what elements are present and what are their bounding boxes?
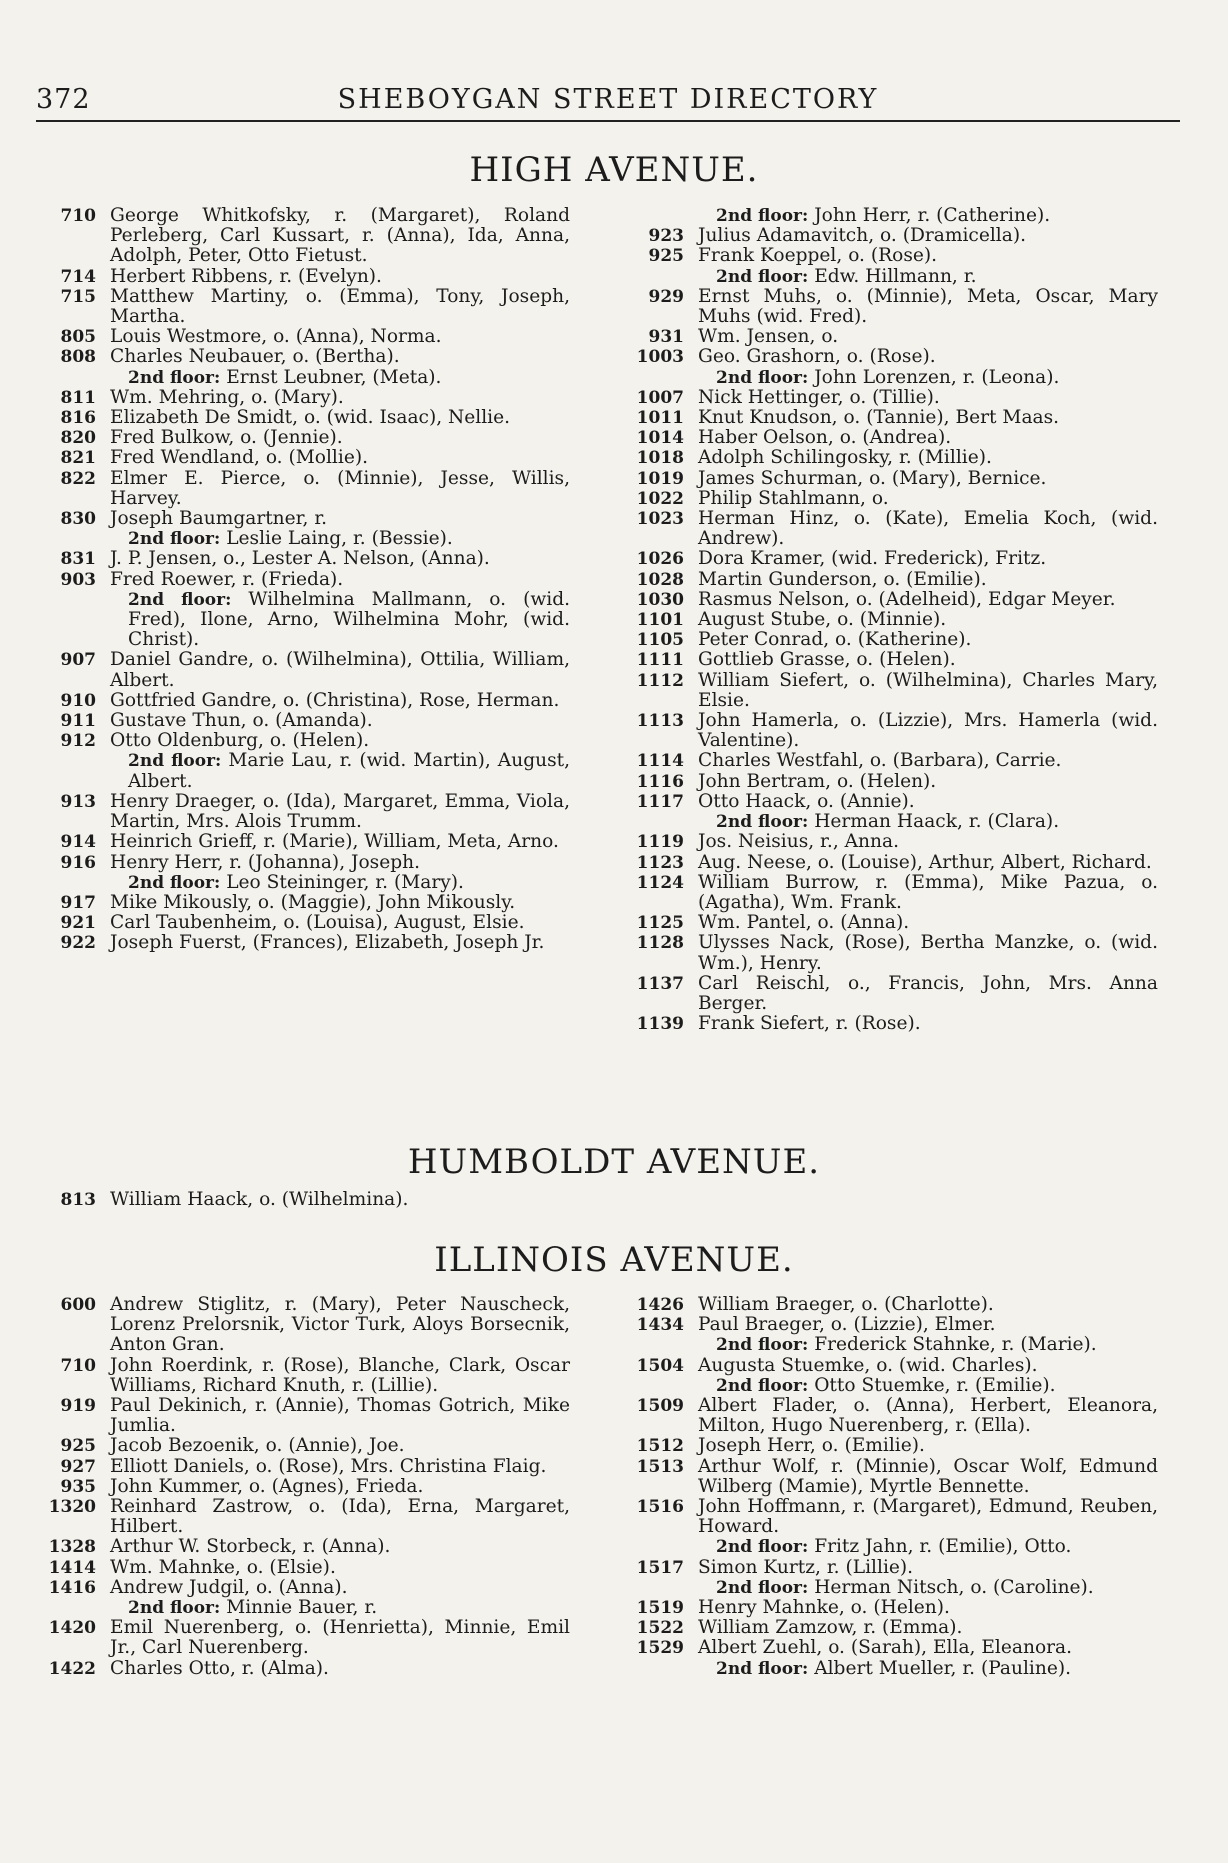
house-number: 922 — [60, 933, 96, 954]
house-number: 914 — [60, 832, 96, 853]
directory-entry — [36, 388, 570, 408]
directory-entry — [624, 1457, 1158, 1497]
second-floor-line — [110, 751, 570, 791]
directory-entry — [624, 630, 1158, 650]
resident-names: John Roerdink, r. (Rose), Blanche, Clark, Oscar Williams, Richard Knuth, r. (Lillie). — [110, 1354, 570, 1396]
house-number: 1112 — [636, 670, 684, 691]
directory-entry — [36, 206, 570, 267]
house-number: 710 — [60, 1355, 96, 1376]
resident-names: Herbert Ribbens, r. (Evelyn). — [110, 265, 382, 287]
floor-residents: Otto Stuemke, r. (Emilie). — [814, 1374, 1056, 1396]
directory-entry — [624, 388, 1158, 408]
resident-names: Frank Koeppel, o. (Rose). — [698, 245, 938, 267]
house-number: 1516 — [636, 1497, 684, 1518]
house-number: 1007 — [636, 387, 684, 408]
resident-names: William Zamzow, r. (Emma). — [698, 1617, 963, 1639]
directory-entry — [624, 610, 1158, 630]
resident-names: Fred Wendland, o. (Mollie). — [110, 447, 368, 469]
directory-entry — [624, 206, 1158, 226]
resident-names: Arthur W. Storbeck, r. (Anna). — [110, 1536, 391, 1558]
illinois-avenue-right-column — [624, 1295, 1158, 1679]
floor-residents: Albert Mueller, r. (Pauline). — [814, 1657, 1072, 1679]
directory-entry — [36, 933, 570, 953]
directory-entry — [624, 549, 1158, 569]
house-number: 911 — [60, 711, 96, 732]
house-number: 1011 — [636, 408, 684, 429]
resident-names: Heinrich Grieff, r. (Marie), William, Meta, Arno. — [110, 831, 559, 853]
house-number: 1116 — [636, 771, 684, 792]
resident-names: Martin Gunderson, o. (Emilie). — [698, 568, 987, 590]
resident-names: John Kummer, o. (Agnes), Frieda. — [110, 1475, 424, 1497]
house-number: 805 — [60, 327, 96, 348]
high-avenue-right-column — [624, 206, 1158, 1034]
resident-names: Augusta Stuemke, o. (wid. Charles). — [698, 1354, 1038, 1376]
directory-entry — [624, 448, 1158, 468]
directory-entry — [624, 509, 1158, 549]
house-number: 1026 — [636, 549, 684, 570]
resident-names: Daniel Gandre, o. (Wilhelmina), Ottilia, William, Albert. — [110, 649, 570, 691]
floor-label: 2nd floor: — [716, 367, 809, 388]
resident-names: James Schurman, o. (Mary), Bernice. — [698, 467, 1047, 489]
house-number: 1105 — [636, 630, 684, 651]
resident-names: John Hamerla, o. (Lizzie), Mrs. Hamerla (wid. Valentine). — [698, 710, 1158, 752]
second-floor-line — [110, 1598, 570, 1618]
directory-entry — [624, 1638, 1158, 1678]
directory-entry — [36, 1618, 570, 1658]
directory-entry — [624, 933, 1158, 973]
house-number: 935 — [60, 1476, 96, 1497]
directory-entry — [624, 1618, 1158, 1638]
house-number: 1320 — [48, 1497, 96, 1518]
floor-label: 2nd floor: — [716, 812, 809, 833]
floor-label: 2nd floor: — [716, 1537, 809, 1558]
house-number: 816 — [60, 408, 96, 429]
directory-entry — [36, 913, 570, 933]
resident-names: Otto Haack, o. (Annie). — [698, 790, 915, 812]
directory-entry — [624, 913, 1158, 933]
house-number: 925 — [648, 246, 684, 267]
directory-entry — [36, 408, 570, 428]
house-number: 1512 — [636, 1436, 684, 1457]
floor-residents: Marie Lau, r. (wid. Martin), August, Albert. — [128, 750, 570, 792]
second-floor-line — [110, 529, 570, 549]
house-number: 1128 — [636, 933, 684, 954]
resident-names: William Burrow, r. (Emma), Mike Pazua, o. (Agatha), Wm. Frank. — [698, 871, 1158, 913]
house-number: 1101 — [636, 610, 684, 631]
section-heading-humboldt-avenue: HUMBOLDT AVENUE. — [407, 1142, 821, 1182]
resident-names: J. P. Jensen, o., Lester A. Nelson, (Anna). — [110, 548, 490, 570]
directory-entry — [36, 893, 570, 913]
resident-names: Aug. Neese, o. (Louise), Arthur, Albert, Richard. — [698, 851, 1152, 873]
second-floor-line — [698, 1376, 1158, 1396]
house-number: 917 — [60, 892, 96, 913]
directory-entry — [36, 1356, 570, 1396]
directory-entry — [36, 853, 570, 893]
directory-entry — [36, 347, 570, 387]
resident-names: Frank Siefert, r. (Rose). — [698, 1013, 921, 1035]
house-number: 813 — [60, 1190, 96, 1210]
house-number: 1522 — [636, 1618, 684, 1639]
resident-names: Elizabeth De Smidt, o. (wid. Isaac), Nellie. — [110, 407, 511, 429]
floor-residents: Leo Steininger, r. (Mary). — [226, 871, 464, 893]
directory-entry — [624, 226, 1158, 246]
floor-label: 2nd floor: — [716, 206, 809, 226]
resident-names: August Stube, o. (Minnie). — [698, 609, 947, 631]
house-number: 1123 — [636, 852, 684, 873]
directory-entry — [36, 731, 570, 792]
floor-label: 2nd floor: — [128, 751, 222, 772]
floor-label: 2nd floor: — [716, 1335, 809, 1356]
house-number: 715 — [60, 286, 96, 307]
floor-residents: Ernst Leubner, (Meta). — [226, 366, 442, 388]
resident-names: Wm. Pantel, o. (Anna). — [698, 912, 910, 934]
house-number: 1137 — [636, 973, 684, 994]
directory-entry — [36, 448, 570, 468]
directory-entry — [624, 650, 1158, 670]
second-floor-line — [698, 1578, 1158, 1598]
directory-entry — [36, 792, 570, 832]
resident-names: Dora Kramer, (wid. Frederick), Fritz. — [698, 548, 1047, 570]
house-number: 1434 — [636, 1315, 684, 1336]
directory-entry — [624, 570, 1158, 590]
house-number: 1019 — [636, 468, 684, 489]
directory-entry — [36, 469, 570, 509]
house-number: 1028 — [636, 569, 684, 590]
resident-names: Herman Hinz, o. (Kate), Emelia Koch, (wid. Andrew). — [698, 508, 1158, 550]
second-floor-line — [698, 206, 1158, 226]
floor-label: 2nd floor: — [128, 529, 221, 550]
directory-entry — [624, 1295, 1158, 1315]
directory-entry — [624, 408, 1158, 428]
house-number: 1504 — [636, 1355, 684, 1376]
directory-entry — [624, 327, 1158, 347]
house-number: 600 — [60, 1295, 96, 1315]
resident-names: Paul Dekinich, r. (Annie), Thomas Gotrich, Mike Jumlia. — [110, 1395, 570, 1437]
resident-names: Julius Adamavitch, o. (Dramicella). — [698, 225, 1026, 247]
resident-names: Charles Neubauer, o. (Bertha). — [110, 346, 400, 368]
second-floor-line — [698, 1335, 1158, 1355]
resident-names: Rasmus Nelson, o. (Adelheid), Edgar Meyer. — [698, 588, 1116, 610]
resident-names: Joseph Herr, o. (Emilie). — [698, 1435, 925, 1457]
house-number: 1124 — [636, 872, 684, 893]
resident-names: Philip Stahlmann, o. — [698, 487, 889, 509]
floor-label: 2nd floor: — [128, 872, 221, 893]
resident-names: Henry Mahnke, o. (Helen). — [698, 1597, 950, 1619]
resident-names: Gustave Thun, o. (Amanda). — [110, 710, 373, 732]
resident-names: Louis Westmore, o. (Anna), Norma. — [110, 326, 442, 348]
directory-entry — [36, 1190, 570, 1210]
resident-names: Ernst Muhs, o. (Minnie), Meta, Oscar, Mary Muhs (wid. Fred). — [698, 285, 1158, 328]
floor-residents: Fritz Jahn, r. (Emilie), Otto. — [814, 1536, 1072, 1558]
resident-names: Joseph Baumgartner, r. — [110, 508, 328, 530]
house-number: 1426 — [636, 1295, 684, 1315]
resident-names: Paul Braeger, o. (Lizzie), Elmer. — [698, 1314, 996, 1336]
directory-entry — [624, 1315, 1158, 1355]
second-floor-line — [698, 1659, 1158, 1679]
resident-names: Albert Zuehl, o. (Sarah), Ella, Eleanora. — [698, 1637, 1073, 1659]
floor-label: 2nd floor: — [128, 1598, 221, 1619]
directory-entry — [624, 469, 1158, 489]
house-number: 1513 — [636, 1456, 684, 1477]
directory-entry — [624, 428, 1158, 448]
house-number: 919 — [60, 1396, 96, 1417]
resident-names: Gottfried Gandre, o. (Christina), Rose, Herman. — [110, 689, 560, 711]
directory-entry — [36, 1659, 570, 1679]
house-number: 912 — [60, 731, 96, 752]
house-number: 1328 — [48, 1537, 96, 1558]
book-title: SHEBOYGAN STREET DIRECTORY — [337, 84, 879, 115]
resident-names: Arthur Wolf, r. (Minnie), Oscar Wolf, Edmund Wilberg (Mamie), Myrtle Bennette. — [698, 1455, 1158, 1497]
house-number: 822 — [60, 468, 96, 489]
directory-entry — [624, 832, 1158, 852]
directory-entry — [36, 1558, 570, 1578]
resident-names: Emil Nuerenberg, o. (Henrietta), Minnie, Emil Jr., Carl Nuerenberg. — [110, 1617, 570, 1659]
house-number: 1113 — [636, 711, 684, 732]
house-number: 925 — [60, 1436, 96, 1457]
floor-label: 2nd floor: — [716, 1375, 809, 1396]
resident-names: Simon Kurtz, r. (Lillie). — [698, 1556, 914, 1578]
floor-label: 2nd floor: — [716, 1658, 809, 1679]
house-number: 910 — [60, 690, 96, 711]
resident-names: Fred Bulkow, o. (Jennie). — [110, 427, 343, 449]
page-number: 372 — [36, 84, 91, 115]
house-number: 923 — [648, 226, 684, 247]
resident-names: Elmer E. Pierce, o. (Minnie), Jesse, Willis, Harvey. — [110, 467, 570, 509]
directory-entry — [624, 751, 1158, 771]
directory-entry — [624, 1598, 1158, 1618]
directory-entry — [624, 792, 1158, 832]
directory-entry — [624, 1014, 1158, 1034]
house-number: 1111 — [636, 650, 684, 671]
resident-names: George Whitkofsky, r. (Margaret), Roland Perleberg, Carl Kussart, r. (Anna), Ida, Anna, Adolph, Peter, Otto Fietust. — [110, 205, 570, 267]
house-number: 830 — [60, 509, 96, 530]
resident-names: Wm. Jensen, o. — [698, 326, 839, 348]
directory-entry — [624, 772, 1158, 792]
section-heading-high-avenue: HIGH AVENUE. — [469, 150, 759, 190]
second-floor-line — [698, 368, 1158, 388]
resident-names: Adolph Schilingosky, r. (Millie). — [698, 447, 992, 469]
directory-entry — [624, 1356, 1158, 1396]
house-number: 821 — [60, 448, 96, 469]
resident-names: Henry Draeger, o. (Ida), Margaret, Emma, Viola, Martin, Mrs. Alois Trumm. — [110, 790, 570, 833]
second-floor-line — [110, 590, 570, 651]
resident-names: William Braeger, o. (Charlotte). — [698, 1294, 994, 1315]
house-number: 913 — [60, 791, 96, 812]
floor-residents: Minnie Bauer, r. — [226, 1597, 378, 1619]
house-number: 916 — [60, 852, 96, 873]
resident-names: Charles Westfahl, o. (Barbara), Carrie. — [698, 750, 1062, 772]
directory-entry — [36, 1396, 570, 1436]
house-number: 1519 — [636, 1598, 684, 1619]
house-number: 820 — [60, 428, 96, 449]
directory-entry — [36, 327, 570, 347]
resident-names: Andrew Stiglitz, r. (Mary), Peter Nauscheck, Lorenz Prelorsnik, Victor Turk, Aloys Borsecnik, Anton Gran. — [110, 1294, 570, 1356]
second-floor-line — [698, 1537, 1158, 1557]
floor-residents: John Herr, r. (Catherine). — [814, 205, 1051, 226]
resident-names: Mike Mikously, o. (Maggie), John Mikously. — [110, 891, 516, 913]
house-number: 1117 — [636, 791, 684, 812]
floor-label: 2nd floor: — [716, 1577, 809, 1598]
resident-names: Gottlieb Grasse, o. (Helen). — [698, 649, 956, 671]
humboldt-avenue-column — [36, 1190, 570, 1210]
directory-entry — [624, 590, 1158, 610]
directory-entry — [624, 246, 1158, 286]
directory-entry — [36, 549, 570, 569]
resident-names: Jacob Bezoenik, o. (Annie), Joe. — [110, 1435, 405, 1457]
resident-names: William Siefert, o. (Wilhelmina), Charles Mary, Elsie. — [698, 669, 1158, 711]
house-number: 1030 — [636, 589, 684, 610]
resident-names: Geo. Grashorn, o. (Rose). — [698, 346, 936, 368]
resident-names: Elliott Daniels, o. (Rose), Mrs. Christina Flaig. — [110, 1455, 547, 1477]
house-number: 1018 — [636, 448, 684, 469]
house-number: 811 — [60, 387, 96, 408]
house-number: 1114 — [636, 751, 684, 772]
resident-names: Knut Knudson, o. (Tannie), Bert Maas. — [698, 407, 1060, 429]
resident-names: Charles Otto, r. (Alma). — [110, 1657, 329, 1679]
directory-entry — [36, 1537, 570, 1557]
directory-entry — [36, 1477, 570, 1497]
resident-names: Ulysses Nack, (Rose), Bertha Manzke, o. (wid. Wm.), Henry. — [698, 932, 1158, 974]
resident-names: Albert Flader, o. (Anna), Herbert, Eleanora, Milton, Hugo Nuerenberg, r. (Ella). — [698, 1395, 1158, 1437]
floor-label: 2nd floor: — [128, 589, 232, 610]
resident-names: Joseph Fuerst, (Frances), Elizabeth, Joseph Jr. — [110, 932, 545, 954]
floor-residents: Wilhelmina Mallmann, o. (wid. Fred), Ilone, Arno, Wilhelmina Mohr, (wid. Christ). — [128, 588, 571, 651]
house-number: 903 — [60, 569, 96, 590]
resident-names: John Hoffmann, r. (Margaret), Edmund, Reuben, Howard. — [698, 1496, 1158, 1538]
directory-entry — [624, 853, 1158, 873]
directory-entry — [624, 489, 1158, 509]
house-number: 907 — [60, 650, 96, 671]
floor-residents: Edw. Hillmann, r. — [814, 265, 977, 287]
directory-entry — [36, 267, 570, 287]
directory-entry — [36, 1578, 570, 1618]
resident-names: John Bertram, o. (Helen). — [698, 770, 937, 792]
second-floor-line — [698, 812, 1158, 832]
directory-entry — [36, 428, 570, 448]
house-number: 929 — [648, 286, 684, 307]
running-head — [36, 84, 1180, 122]
house-number: 1414 — [48, 1557, 96, 1578]
directory-entry — [36, 691, 570, 711]
resident-names: Carl Taubenheim, o. (Louisa), August, Elsie. — [110, 912, 525, 934]
resident-names: Jos. Neisius, r., Anna. — [698, 831, 900, 853]
directory-entry — [624, 1497, 1158, 1558]
house-number: 1139 — [636, 1014, 684, 1035]
resident-names: Wm. Mahnke, o. (Elsie). — [110, 1556, 336, 1578]
second-floor-line — [110, 873, 570, 893]
second-floor-line — [110, 368, 570, 388]
resident-names: Wm. Mehring, o. (Mary). — [110, 386, 344, 408]
house-number: 831 — [60, 549, 96, 570]
resident-names: Fred Roewer, r. (Frieda). — [110, 568, 344, 590]
second-floor-line — [698, 267, 1158, 287]
directory-entry — [624, 287, 1158, 327]
directory-entry — [624, 974, 1158, 1014]
directory-entry — [36, 1457, 570, 1477]
floor-residents: John Lorenzen, r. (Leona). — [814, 366, 1060, 388]
house-number: 1014 — [636, 428, 684, 449]
directory-entry — [36, 711, 570, 731]
house-number: 1119 — [636, 832, 684, 853]
directory-entry — [624, 1436, 1158, 1456]
directory-entry — [624, 1558, 1158, 1598]
resident-names: William Haack, o. (Wilhelmina). — [110, 1189, 409, 1210]
directory-entry — [36, 1497, 570, 1537]
resident-names: Reinhard Zastrow, o. (Ida), Erna, Margaret, Hilbert. — [110, 1496, 570, 1538]
resident-names: Haber Oelson, o. (Andrea). — [698, 427, 952, 449]
directory-entry — [624, 711, 1158, 751]
house-number: 710 — [60, 206, 96, 226]
floor-residents: Herman Nitsch, o. (Caroline). — [814, 1576, 1094, 1598]
house-number: 1023 — [636, 509, 684, 530]
house-number: 931 — [648, 327, 684, 348]
directory-entry — [36, 570, 570, 651]
house-number: 1125 — [636, 913, 684, 934]
resident-names: Peter Conrad, o. (Katherine). — [698, 629, 972, 651]
directory-entry — [36, 832, 570, 852]
house-number: 1517 — [636, 1557, 684, 1578]
directory-entry — [624, 347, 1158, 387]
floor-residents: Herman Haack, r. (Clara). — [814, 811, 1060, 833]
directory-entry — [36, 509, 570, 549]
illinois-avenue-left-column — [36, 1295, 570, 1679]
floor-residents: Frederick Stahnke, r. (Marie). — [814, 1334, 1097, 1356]
house-number: 1003 — [636, 347, 684, 368]
house-number: 1420 — [48, 1618, 96, 1639]
high-avenue-left-column — [36, 206, 570, 954]
house-number: 1416 — [48, 1577, 96, 1598]
resident-names: Henry Herr, r. (Johanna), Joseph. — [110, 851, 420, 873]
directory-entry — [36, 1295, 570, 1356]
house-number: 1509 — [636, 1396, 684, 1417]
floor-label: 2nd floor: — [128, 367, 221, 388]
directory-entry — [36, 650, 570, 690]
house-number: 1422 — [48, 1658, 96, 1679]
house-number: 1529 — [636, 1638, 684, 1659]
house-number: 927 — [60, 1456, 96, 1477]
house-number: 808 — [60, 347, 96, 368]
resident-names: Otto Oldenburg, o. (Helen). — [110, 730, 370, 752]
house-number: 714 — [60, 266, 96, 287]
directory-entry — [36, 1436, 570, 1456]
resident-names: Carl Reischl, o., Francis, John, Mrs. Anna Berger. — [698, 972, 1158, 1014]
resident-names: Matthew Martiny, o. (Emma), Tony, Joseph, Martha. — [110, 285, 570, 328]
house-number: 1022 — [636, 488, 684, 509]
directory-entry — [36, 287, 570, 327]
directory-entry — [624, 873, 1158, 913]
resident-names: Andrew Judgil, o. (Anna). — [110, 1576, 348, 1598]
directory-entry — [624, 1396, 1158, 1436]
house-number: 921 — [60, 913, 96, 934]
floor-residents: Leslie Laing, r. (Bessie). — [226, 528, 453, 550]
directory-entry — [624, 671, 1158, 711]
floor-label: 2nd floor: — [716, 266, 809, 287]
section-heading-illinois-avenue: ILLINOIS AVENUE. — [434, 1240, 794, 1280]
resident-names: Nick Hettinger, o. (Tillie). — [698, 386, 940, 408]
